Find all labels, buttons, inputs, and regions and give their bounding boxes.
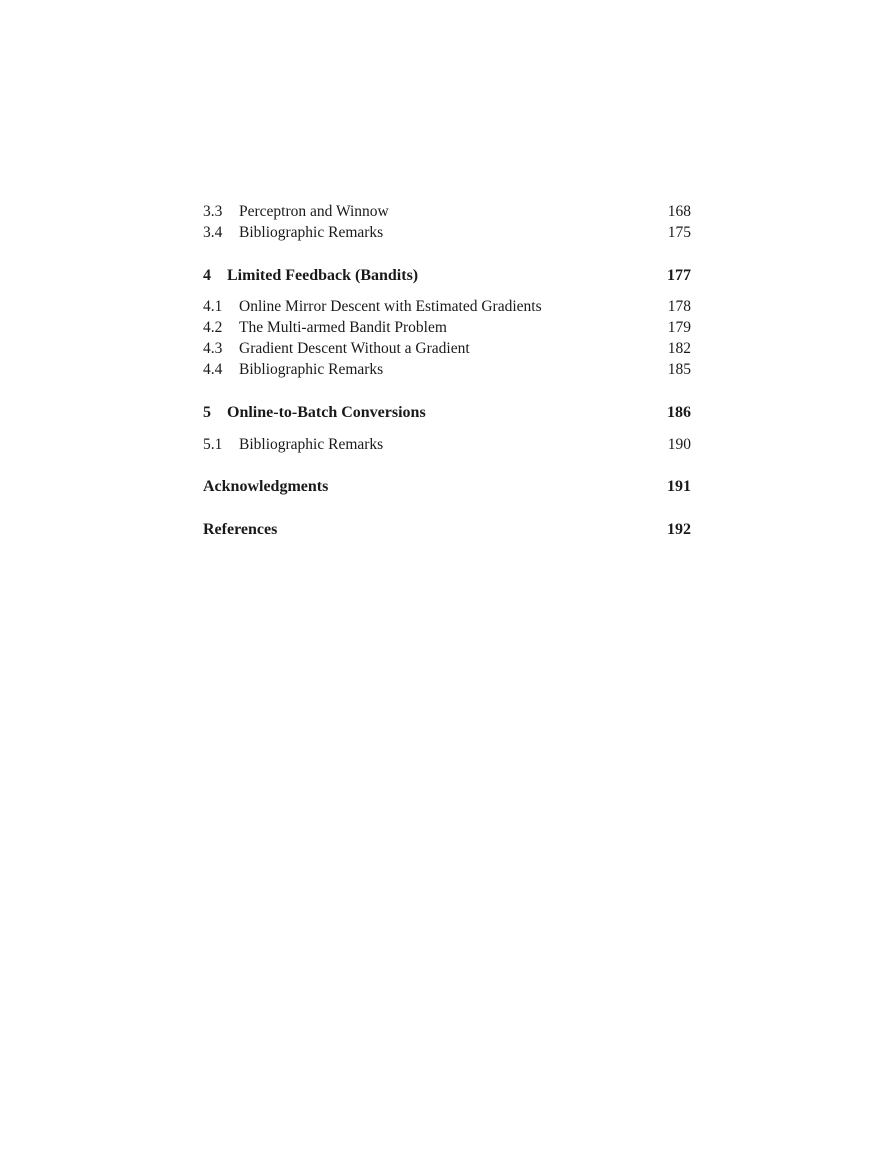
section-title: Bibliographic Remarks <box>239 224 384 241</box>
section-number: 4.3 <box>203 340 223 357</box>
toc-row-4-1 <box>203 297 691 317</box>
section-number: 4.4 <box>203 361 223 378</box>
page-number: 185 <box>667 361 691 378</box>
section-title: Gradient Descent Without a Gradient <box>239 340 470 357</box>
section-title: Bibliographic Remarks <box>239 361 384 378</box>
toc-references <box>203 520 691 540</box>
page-number: 190 <box>667 436 691 453</box>
chapter-title: Limited Feedback (Bandits) <box>227 267 419 284</box>
chapter-number: 5 <box>203 404 211 421</box>
section-number: 3.3 <box>203 203 223 220</box>
toc-row-3-3 <box>203 202 691 222</box>
section-number: 5.1 <box>203 436 223 453</box>
page-number: 175 <box>667 224 691 241</box>
toc-row-4-2 <box>203 318 691 338</box>
page-number: 168 <box>667 203 691 220</box>
toc-row-4-4 <box>203 360 691 380</box>
page-number: 179 <box>667 319 691 336</box>
page-number: 191 <box>667 478 691 495</box>
section-title: Bibliographic Remarks <box>239 436 384 453</box>
page-number: 192 <box>667 521 691 538</box>
toc-acknowledgments <box>203 477 691 497</box>
chapter-title: Online-to-Batch Conversions <box>227 404 426 421</box>
toc-row-3-4 <box>203 223 691 243</box>
page-number: 178 <box>667 298 691 315</box>
chapter-title: References <box>203 521 278 538</box>
section-number: 4.2 <box>203 319 223 336</box>
page-number: 177 <box>667 267 691 284</box>
section-number: 4.1 <box>203 298 223 315</box>
section-number: 3.4 <box>203 224 223 241</box>
toc-chapter-5 <box>203 403 691 423</box>
toc-row-4-3 <box>203 339 691 359</box>
chapter-title: Acknowledgments <box>203 478 329 495</box>
chapter-number: 4 <box>203 267 211 284</box>
page-number: 186 <box>667 404 691 421</box>
toc-row-5-1 <box>203 435 691 455</box>
section-title: Online Mirror Descent with Estimated Gradients <box>239 298 542 315</box>
toc-chapter-4 <box>203 266 691 286</box>
page-number: 182 <box>667 340 691 357</box>
section-title: The Multi-armed Bandit Problem <box>239 319 447 336</box>
section-title: Perceptron and Winnow <box>239 203 389 220</box>
